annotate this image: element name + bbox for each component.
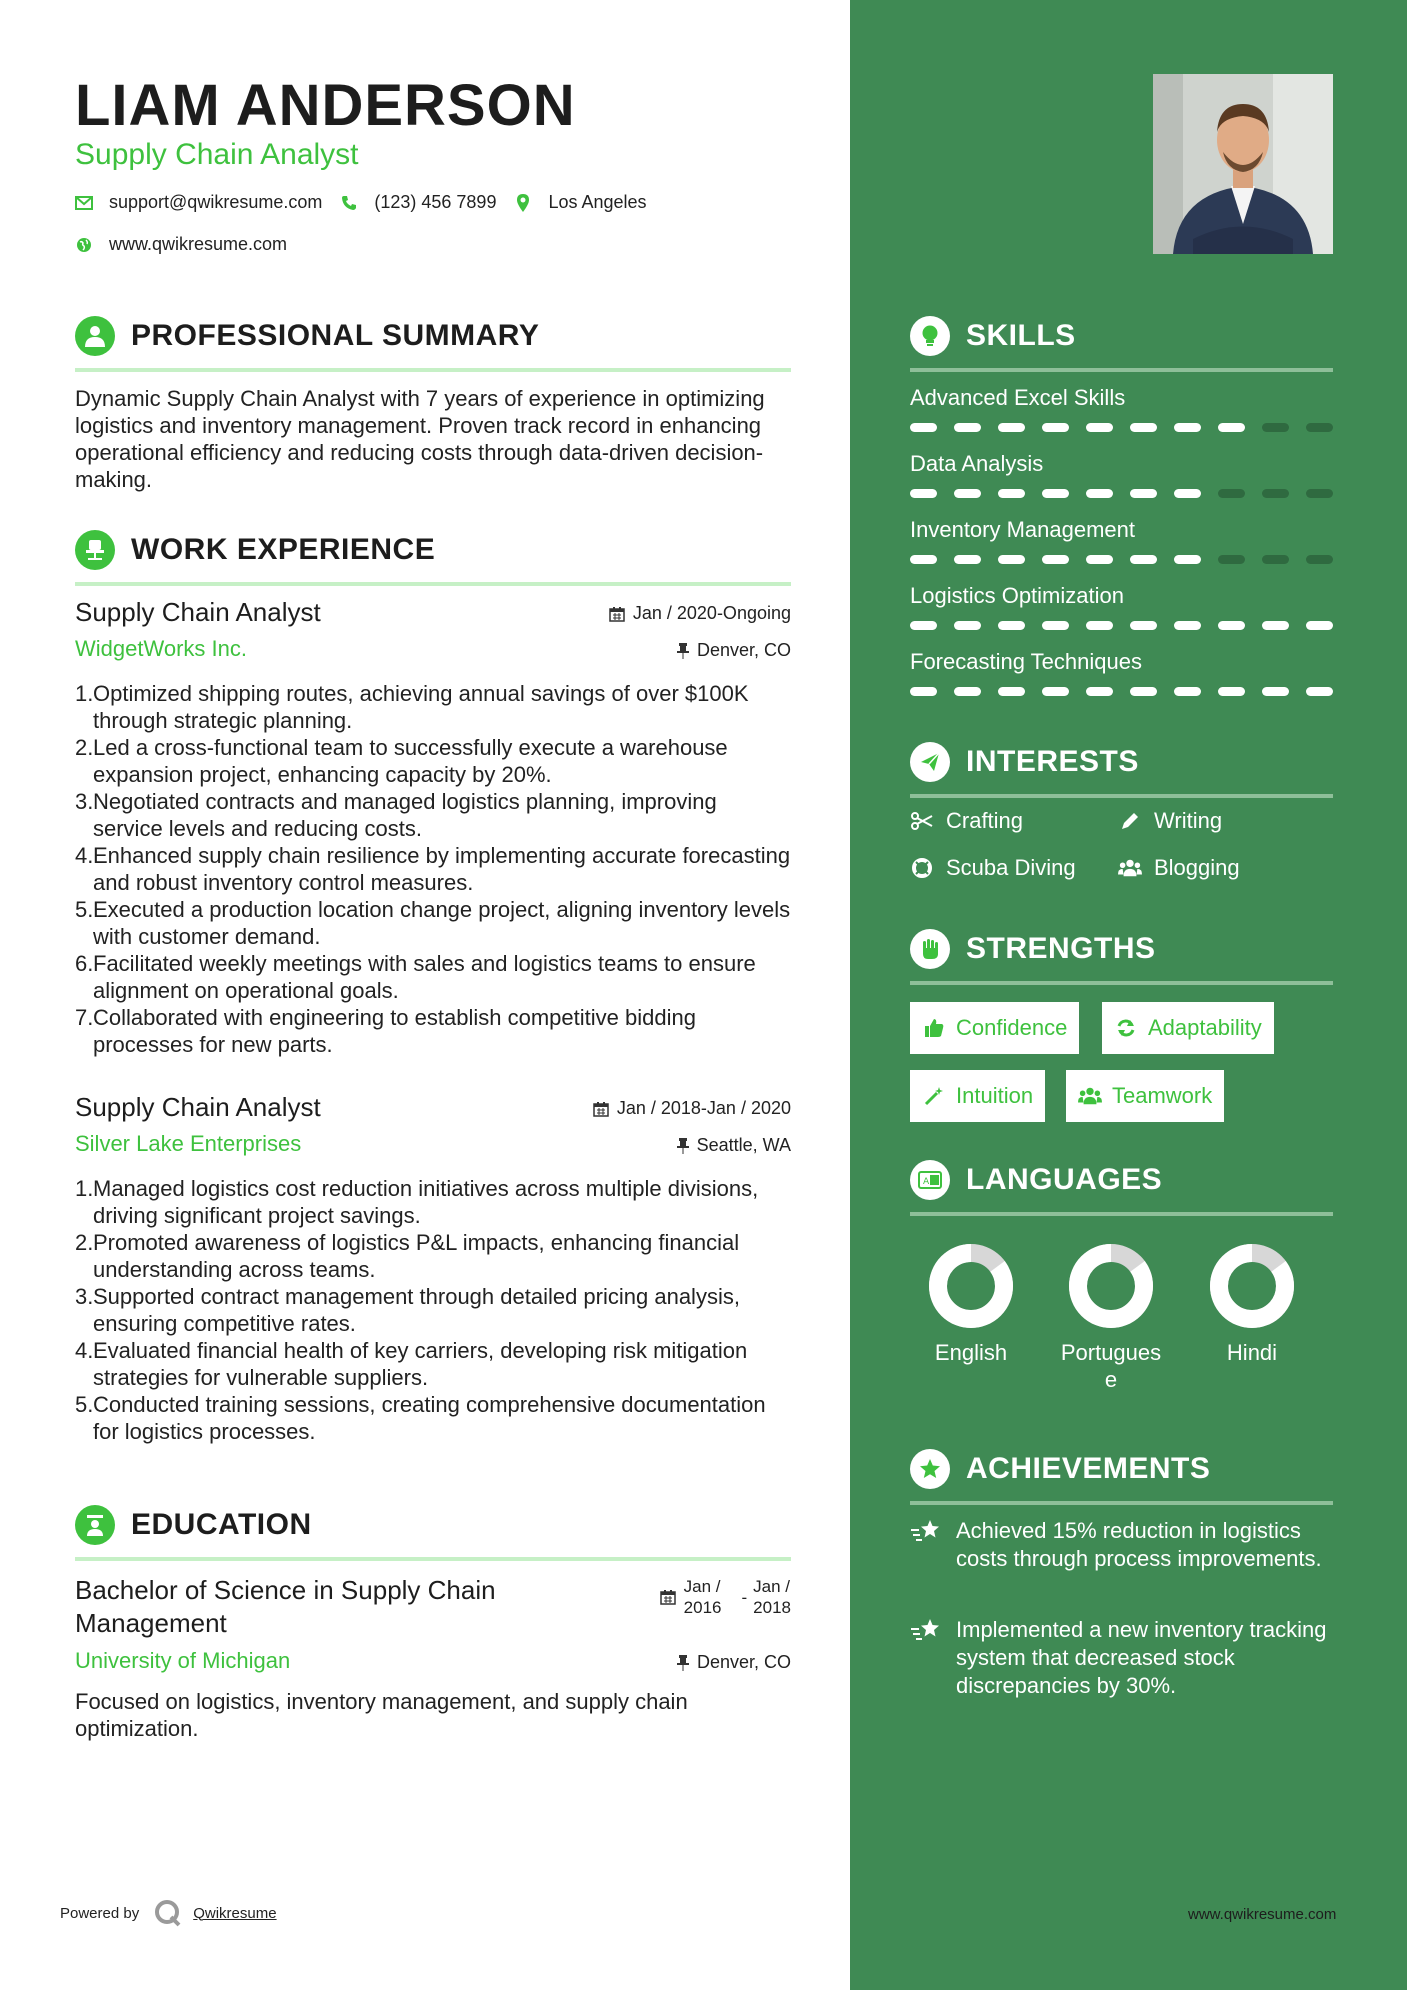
list-item: 1. Managed logistics cost reduction initiatives across multiple divisions, driving significant project savings.: [75, 1176, 759, 1228]
job-company: WidgetWorks Inc.: [75, 636, 247, 661]
school-location-text: Denver, CO: [696, 1652, 791, 1672]
job-role: Supply Chain Analyst: [75, 1092, 321, 1122]
skill-segment-filled: [1130, 555, 1157, 564]
list-item: 4. Enhanced supply chain resilience by implementing accurate forecasting and robust inventory control measures.: [75, 843, 791, 895]
svg-text:A: A: [923, 1177, 930, 1187]
phone-icon: [340, 194, 358, 212]
interest-label: Blogging: [1154, 855, 1240, 880]
skill-level-bar: [910, 555, 1333, 564]
email-link[interactable]: support@qwikresume.com: [109, 192, 323, 212]
skill-segment-filled: [1174, 555, 1201, 564]
achievement-item: [910, 1616, 1330, 1700]
job-date: [609, 603, 791, 624]
thumbs-up-icon: [922, 1016, 946, 1040]
pin-icon: [677, 1655, 689, 1671]
phone-number[interactable]: (123) 456 7899: [374, 192, 497, 212]
list-item: 7. Collaborated with engineering to establish competitive bidding processes for new parts.: [75, 1005, 696, 1057]
strengths-heading: STRENGTHS: [966, 932, 1156, 965]
education-section: [75, 1503, 791, 1561]
calendar-icon: [593, 1101, 609, 1117]
job-date: [593, 1098, 791, 1119]
degree-title: [75, 1574, 496, 1640]
lightbulb-icon: [910, 316, 950, 356]
school-location: [677, 1652, 791, 1673]
skill-segment-filled: [1174, 423, 1201, 432]
achievements-section: [910, 1447, 1333, 1505]
pencil-icon: [1118, 809, 1142, 833]
skill-segment-filled: [1262, 621, 1289, 630]
profile-photo: [1153, 74, 1333, 254]
team-icon: [1078, 1084, 1102, 1108]
strength-label: Confidence: [956, 1015, 1068, 1040]
skill-segment-filled: [1218, 687, 1245, 696]
raised-fist-icon: [910, 929, 950, 969]
skill-segment-filled: [1086, 489, 1113, 498]
date-separator: -: [741, 1587, 748, 1607]
skill-segment-filled: [954, 423, 981, 432]
interest-item: [1118, 808, 1222, 834]
skill-segment-filled: [1042, 423, 1069, 432]
skill-item: [910, 385, 1333, 432]
skill-segment-filled: [1042, 621, 1069, 630]
skill-segment-filled: [1174, 687, 1201, 696]
pin-icon: [677, 1138, 689, 1154]
start-date: Jan / 2016: [683, 1577, 722, 1617]
experience-section: [75, 528, 791, 586]
summary-heading: PROFESSIONAL SUMMARY: [131, 319, 540, 352]
section-divider: [910, 1212, 1333, 1216]
skill-level-bar: [910, 621, 1333, 630]
job-location-text: Denver, CO: [696, 640, 791, 660]
skill-segment-filled: [1130, 687, 1157, 696]
skill-segment-empty: [1306, 489, 1333, 498]
calendar-icon: [660, 1589, 676, 1605]
language-item: [1192, 1243, 1312, 1366]
candidate-title: Supply Chain Analyst: [75, 138, 359, 171]
skill-name: Logistics Optimization: [910, 583, 1124, 608]
qwikresume-logo-icon: [153, 1898, 183, 1928]
interest-item: [1118, 855, 1240, 881]
skill-segment-filled: [1306, 621, 1333, 630]
education-heading: EDUCATION: [131, 1508, 312, 1541]
language-item: [1051, 1243, 1171, 1393]
skill-segment-filled: [1306, 687, 1333, 696]
language-name: English: [934, 1340, 1008, 1365]
list-item: 6. Facilitated weekly meetings with sales and logistics teams to ensure alignment on operational goals.: [75, 951, 756, 1003]
achievements-heading: ACHIEVEMENTS: [966, 1452, 1211, 1485]
skill-segment-empty: [1262, 423, 1289, 432]
shooting-star-icon: [910, 1616, 944, 1644]
skill-level-bar: [910, 687, 1333, 696]
strength-badge: [910, 1002, 1079, 1054]
interest-label: Scuba Diving: [946, 855, 1076, 880]
languages-heading: LANGUAGES: [966, 1163, 1163, 1196]
interests-section: [910, 740, 1333, 798]
skill-item: [910, 451, 1333, 498]
user-icon: [75, 316, 115, 356]
paper-plane-icon: [910, 742, 950, 782]
globe-icon: [75, 236, 93, 254]
job-location-text: Seattle, WA: [696, 1135, 791, 1155]
interest-label: Crafting: [946, 808, 1024, 833]
skill-item: [910, 649, 1333, 696]
interest-item: [910, 855, 1076, 881]
strength-label: Intuition: [956, 1083, 1034, 1108]
skill-segment-filled: [1262, 687, 1289, 696]
footer-website[interactable]: www.qwikresume.com: [1188, 1906, 1337, 1923]
job-date-text: Jan / 2018-Jan / 2020: [616, 1098, 791, 1118]
job-entry: [75, 1092, 791, 1445]
achievement-item: [910, 1517, 1330, 1573]
skill-segment-empty: [1262, 555, 1289, 564]
list-item: 5. Executed a production location change project, aligning inventory levels with customer demand.: [75, 897, 791, 949]
experience-heading: WORK EXPERIENCE: [131, 533, 436, 566]
section-divider: [75, 368, 791, 372]
job-role: Supply Chain Analyst: [75, 597, 321, 627]
skill-level-bar: [910, 423, 1333, 432]
job-bullets: [75, 680, 791, 1058]
skill-segment-empty: [1262, 489, 1289, 498]
job-date-text: Jan / 2020-Ongoing: [632, 603, 791, 623]
skill-segment-filled: [998, 555, 1025, 564]
strengths-section: [910, 927, 1333, 985]
contact-row-2: [75, 234, 287, 255]
skill-segment-filled: [1130, 423, 1157, 432]
users-icon: [1118, 856, 1142, 880]
skills-heading: SKILLS: [966, 319, 1076, 352]
skill-segment-empty: [1306, 555, 1333, 564]
language-donut: [1068, 1243, 1154, 1329]
star-badge-icon: [910, 1449, 950, 1489]
education-entry: [75, 1574, 791, 1742]
education-description: Focused on logistics, inventory management, and supply chain optimization.: [75, 1689, 688, 1741]
list-item: 3. Supported contract management through detailed pricing analysis, ensuring competitive rates.: [75, 1284, 740, 1336]
skill-segment-filled: [910, 555, 937, 564]
summary-section: [75, 314, 791, 372]
achievement-text: Implemented a new inventory tracking system that decreased stock discrepancies by 30%.: [956, 1617, 1327, 1698]
life-ring-icon: [910, 856, 934, 880]
powered-by-text: Powered by: [60, 1904, 140, 1922]
strength-label: Teamwork: [1112, 1083, 1213, 1108]
degree-line: Bachelor of Science in Supply Chain: [75, 1575, 496, 1605]
list-item: 4. Evaluated financial health of key carriers, developing risk mitigation strategies for vulnerable suppliers.: [75, 1338, 748, 1390]
map-marker-icon: [514, 194, 532, 212]
skill-segment-filled: [1174, 621, 1201, 630]
website-link[interactable]: www.qwikresume.com: [109, 234, 288, 254]
skill-segment-filled: [954, 687, 981, 696]
office-chair-icon: [75, 530, 115, 570]
skill-segment-filled: [998, 489, 1025, 498]
skill-segment-filled: [954, 555, 981, 564]
skill-segment-filled: [910, 687, 937, 696]
skill-segment-filled: [1042, 555, 1069, 564]
skill-segment-filled: [1130, 489, 1157, 498]
achievement-text: Achieved 15% reduction in logistics costs through process improvements.: [956, 1518, 1322, 1571]
summary-text: Dynamic Supply Chain Analyst with 7 years of experience in optimizing logistics and inventory management. Proven track record in enhancing operational efficiency and reducing costs through data-driven decision-making.: [75, 386, 765, 492]
skill-name: Advanced Excel Skills: [910, 385, 1126, 410]
skill-segment-empty: [1218, 555, 1245, 564]
language-donut: [1209, 1243, 1295, 1329]
job-company: Silver Lake Enterprises: [75, 1131, 302, 1156]
language-name: Portugues e: [1060, 1340, 1162, 1392]
skill-segment-filled: [1218, 621, 1245, 630]
location-text: Los Angeles: [548, 192, 647, 212]
language-icon: [910, 1160, 950, 1200]
language-item: [911, 1243, 1031, 1366]
skill-segment-filled: [910, 423, 937, 432]
skill-item: [910, 517, 1333, 564]
skill-name: Forecasting Techniques: [910, 649, 1142, 674]
job-bullets: [75, 1175, 791, 1445]
interest-item: [910, 808, 1023, 834]
skill-segment-empty: [1218, 489, 1245, 498]
envelope-icon: [75, 194, 93, 212]
skill-segment-filled: [998, 687, 1025, 696]
skill-segment-empty: [1306, 423, 1333, 432]
scissors-icon: [910, 809, 934, 833]
section-divider: [910, 368, 1333, 372]
section-divider: [910, 794, 1333, 798]
refresh-icon: [1114, 1016, 1138, 1040]
graduate-icon: [75, 1505, 115, 1545]
skill-segment-filled: [954, 621, 981, 630]
end-date: Jan / 2018: [753, 1577, 791, 1617]
contact-row-1: [75, 192, 647, 213]
section-divider: [75, 1557, 791, 1561]
strength-badge: [910, 1070, 1045, 1122]
skill-segment-filled: [910, 489, 937, 498]
section-divider: [910, 1501, 1333, 1505]
skill-segment-filled: [1042, 489, 1069, 498]
interests-heading: INTERESTS: [966, 745, 1139, 778]
skills-section: [910, 314, 1333, 372]
interest-label: Writing: [1154, 808, 1223, 833]
qwikresume-link[interactable]: Qwikresume: [193, 1904, 277, 1922]
list-item: 3. Negotiated contracts and managed logistics planning, improving service levels and reducing costs.: [75, 789, 717, 841]
calendar-icon: [609, 606, 625, 622]
skill-segment-filled: [1174, 489, 1201, 498]
list-item: 2. Promoted awareness of logistics P&L impacts, enhancing financial understanding across teams.: [75, 1230, 740, 1282]
shooting-star-icon: [910, 1517, 944, 1545]
skill-item: [910, 583, 1333, 630]
skill-segment-filled: [1218, 423, 1245, 432]
skill-segment-filled: [998, 621, 1025, 630]
skill-name: Data Analysis: [910, 451, 1044, 476]
skill-segment-filled: [1130, 621, 1157, 630]
list-item: 2. Led a cross-functional team to successfully execute a warehouse expansion project, enhancing capacity by 20%.: [75, 735, 728, 787]
school-name: University of Michigan: [75, 1648, 291, 1673]
skill-segment-filled: [954, 489, 981, 498]
degree-line: Management: [75, 1608, 227, 1638]
footer-powered-by: [60, 1898, 277, 1928]
skill-name: Inventory Management: [910, 517, 1136, 542]
strength-badge: [1102, 1002, 1274, 1054]
strength-badge: [1066, 1070, 1224, 1122]
language-donut: [928, 1243, 1014, 1329]
list-item: 5. Conducted training sessions, creating comprehensive documentation for logistics processes.: [75, 1392, 766, 1444]
skill-segment-filled: [1086, 687, 1113, 696]
magic-wand-icon: [922, 1084, 946, 1108]
skill-segment-filled: [1042, 687, 1069, 696]
pin-icon: [677, 643, 689, 659]
job-entry: [75, 597, 791, 1058]
languages-section: [910, 1158, 1333, 1216]
job-location: [677, 1135, 791, 1156]
candidate-name: LIAM ANDERSON: [75, 73, 576, 138]
skill-segment-filled: [910, 621, 937, 630]
job-location: [677, 640, 791, 661]
skill-level-bar: [910, 489, 1333, 498]
section-divider: [910, 981, 1333, 985]
skill-segment-filled: [1086, 423, 1113, 432]
section-divider: [75, 582, 791, 586]
list-item: 1. Optimized shipping routes, achieving annual savings of over $100K through strategic planning.: [75, 681, 749, 733]
skill-segment-filled: [1086, 555, 1113, 564]
strength-label: Adaptability: [1148, 1015, 1262, 1040]
language-name: Hindi: [1226, 1340, 1278, 1365]
skill-segment-filled: [998, 423, 1025, 432]
education-dates: [660, 1576, 791, 1618]
skill-segment-filled: [1086, 621, 1113, 630]
